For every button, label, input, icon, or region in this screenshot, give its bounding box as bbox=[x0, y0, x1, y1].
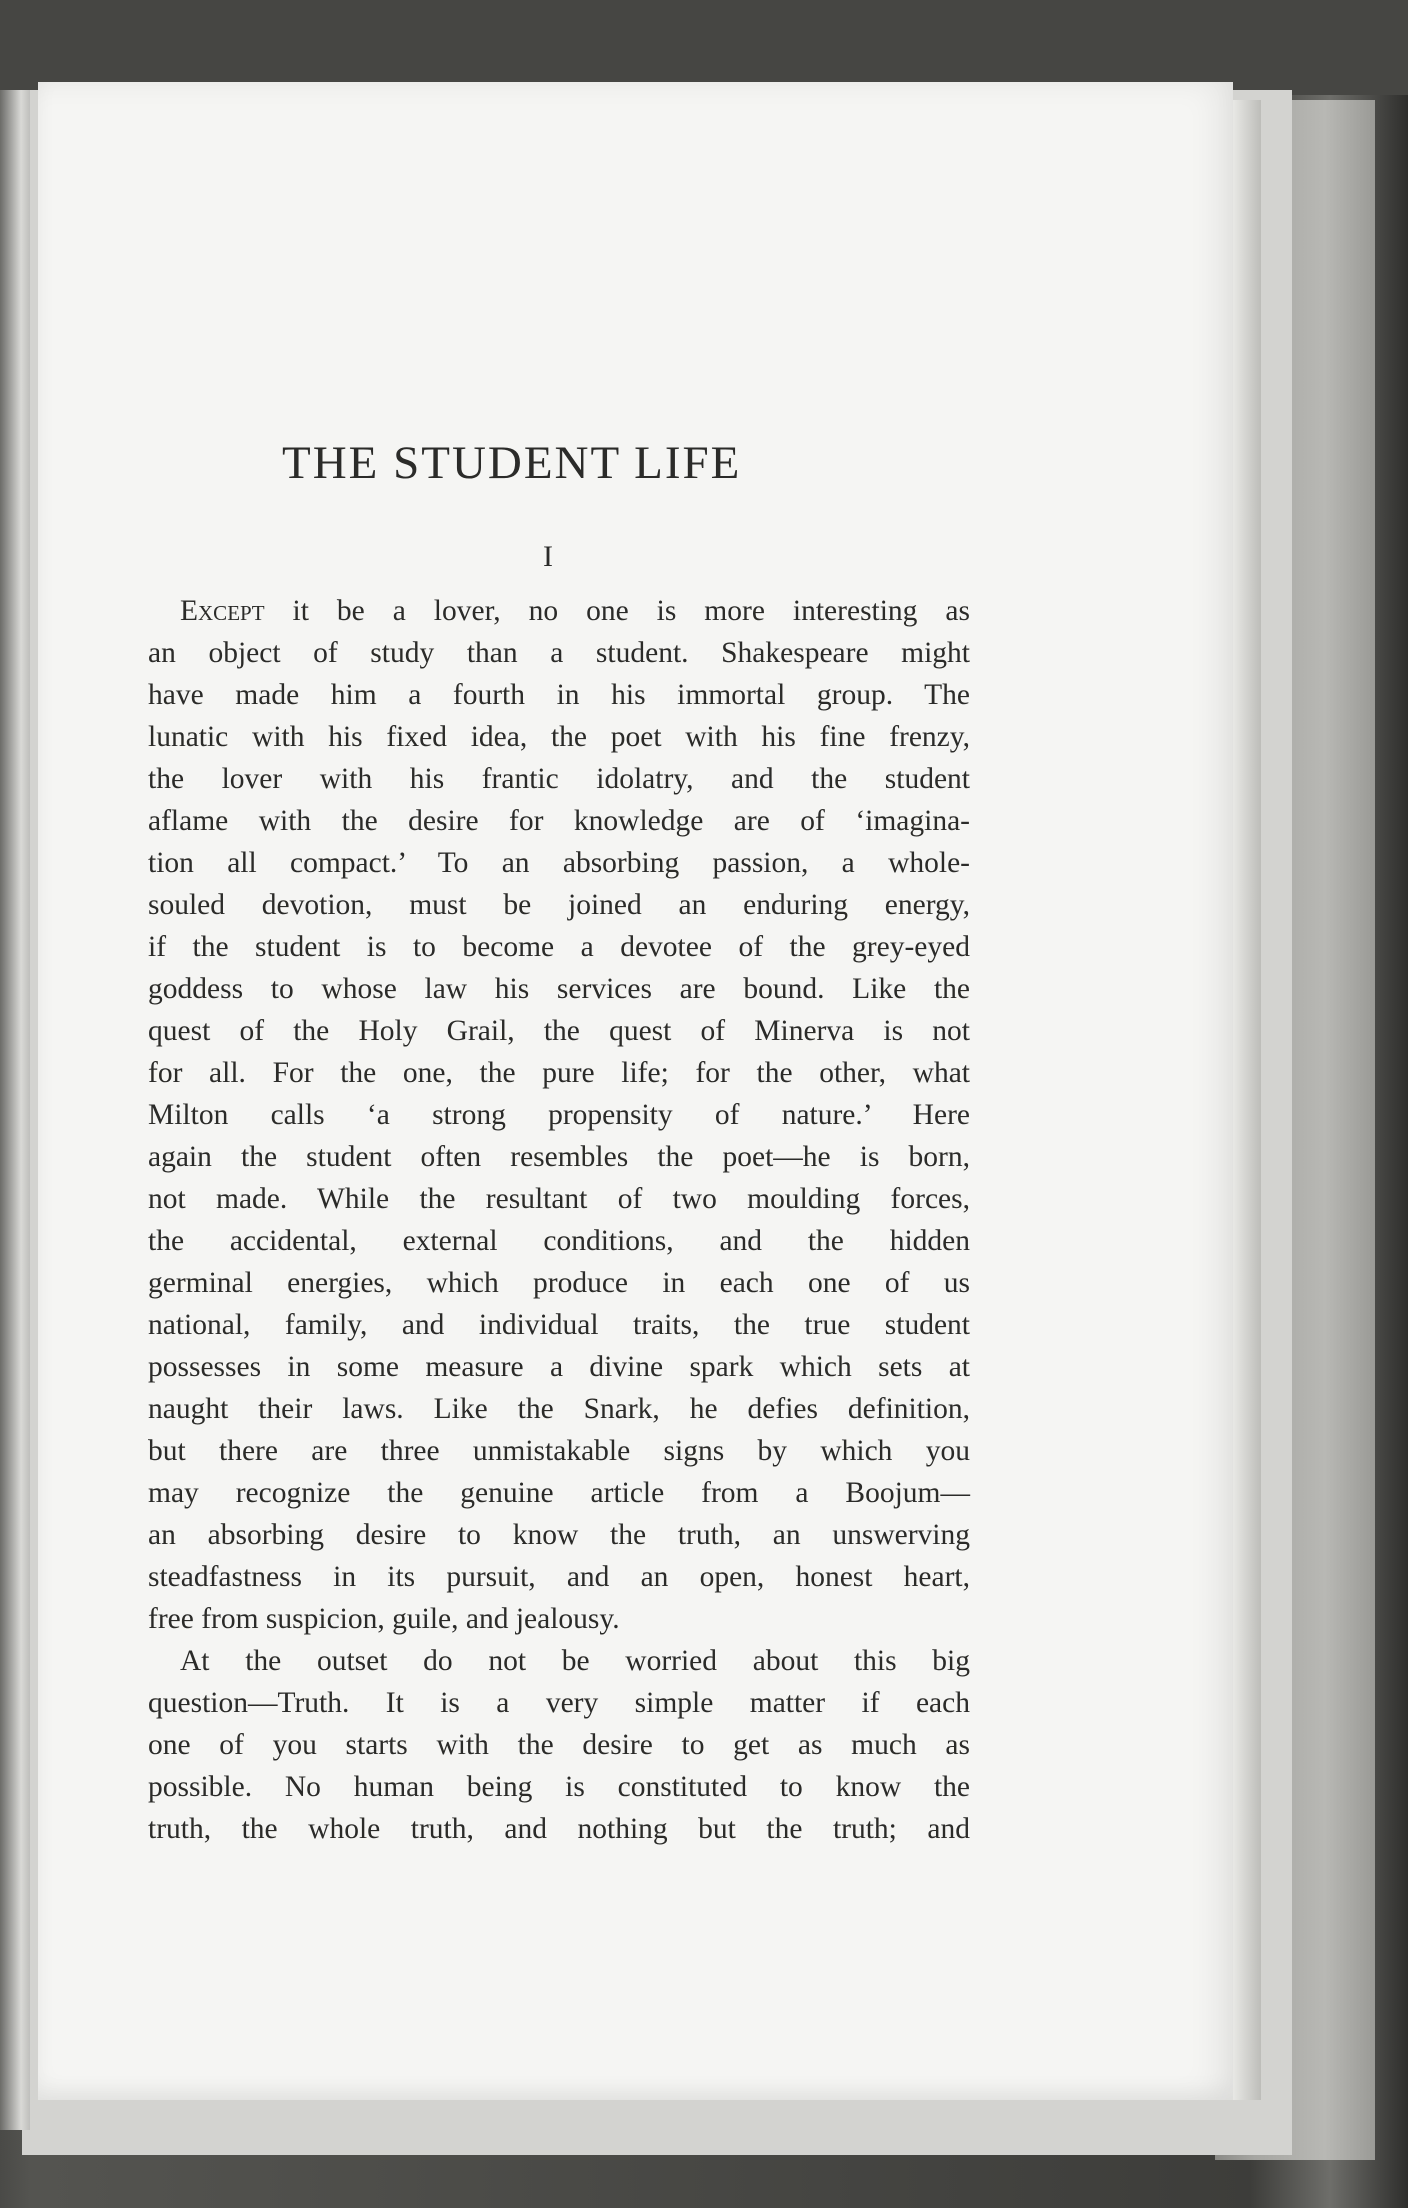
text-line: lunatic with his fixed idea, the poet with his fine frenzy, bbox=[148, 721, 970, 753]
text-line: for all. For the one, the pure life; for the other, what bbox=[148, 1057, 970, 1089]
text-line: an object of study than a student. Shakespeare might bbox=[148, 637, 970, 669]
text-line: goddess to whose law his services are bound. Like the bbox=[148, 973, 970, 1005]
text-line: naught their laws. Like the Snark, he defies definition, bbox=[148, 1393, 970, 1425]
text-line: one of you starts with the desire to get as much as bbox=[148, 1729, 970, 1761]
text-line: aflame with the desire for knowledge are of ‘imagina- bbox=[148, 805, 970, 837]
text-line: steadfastness in its pursuit, and an open, honest heart, bbox=[148, 1561, 970, 1593]
section-number: I bbox=[543, 540, 553, 573]
text-line: if the student is to become a devotee of the grey-eyed bbox=[148, 931, 970, 963]
text-line: free from suspicion, guile, and jealousy. bbox=[148, 1603, 620, 1635]
opening-word: Except bbox=[180, 595, 265, 627]
text-line: At the outset do not be worried about this big bbox=[180, 1645, 970, 1677]
text-line: question—Truth. It is a very simple matter if each bbox=[148, 1687, 970, 1719]
text-line: possible. No human being is constituted to know the bbox=[148, 1771, 970, 1803]
text-line: souled devotion, must be joined an enduring energy, bbox=[148, 889, 970, 921]
text-line: tion all compact.’ To an absorbing passion, a whole- bbox=[148, 847, 970, 879]
book-spine-edge bbox=[0, 90, 30, 2130]
text-line: germinal energies, which produce in each one of us bbox=[148, 1267, 970, 1299]
text-line: again the student often resembles the poet—he is born, bbox=[148, 1141, 970, 1173]
text-line: may recognize the genuine article from a Boojum— bbox=[148, 1477, 970, 1509]
text-line: possesses in some measure a divine spark which sets at bbox=[148, 1351, 970, 1383]
text-line: not made. While the resultant of two moulding forces, bbox=[148, 1183, 970, 1215]
text-line: the lover with his frantic idolatry, and the student bbox=[148, 763, 970, 795]
text-line: an absorbing desire to know the truth, an unswerving bbox=[148, 1519, 970, 1551]
text-line: quest of the Holy Grail, the quest of Minerva is not bbox=[148, 1015, 970, 1047]
text-line: the accidental, external conditions, and the hidden bbox=[148, 1225, 970, 1257]
text-line: Milton calls ‘a strong propensity of nature.’ Here bbox=[148, 1099, 970, 1131]
text-line: Except it be a lover, no one is more interesting as bbox=[180, 595, 970, 627]
scanner-top-margin bbox=[0, 0, 1408, 95]
text-line: truth, the whole truth, and nothing but the truth; and bbox=[148, 1813, 970, 1845]
book-page bbox=[38, 82, 1233, 2100]
text-line: but there are three unmistakable signs by which you bbox=[148, 1435, 970, 1467]
text-line: national, family, and individual traits, the true student bbox=[148, 1309, 970, 1341]
page-fore-edge bbox=[1233, 100, 1261, 2100]
text-line: have made him a fourth in his immortal group. The bbox=[148, 679, 970, 711]
page-title: THE STUDENT LIFE bbox=[282, 437, 742, 489]
